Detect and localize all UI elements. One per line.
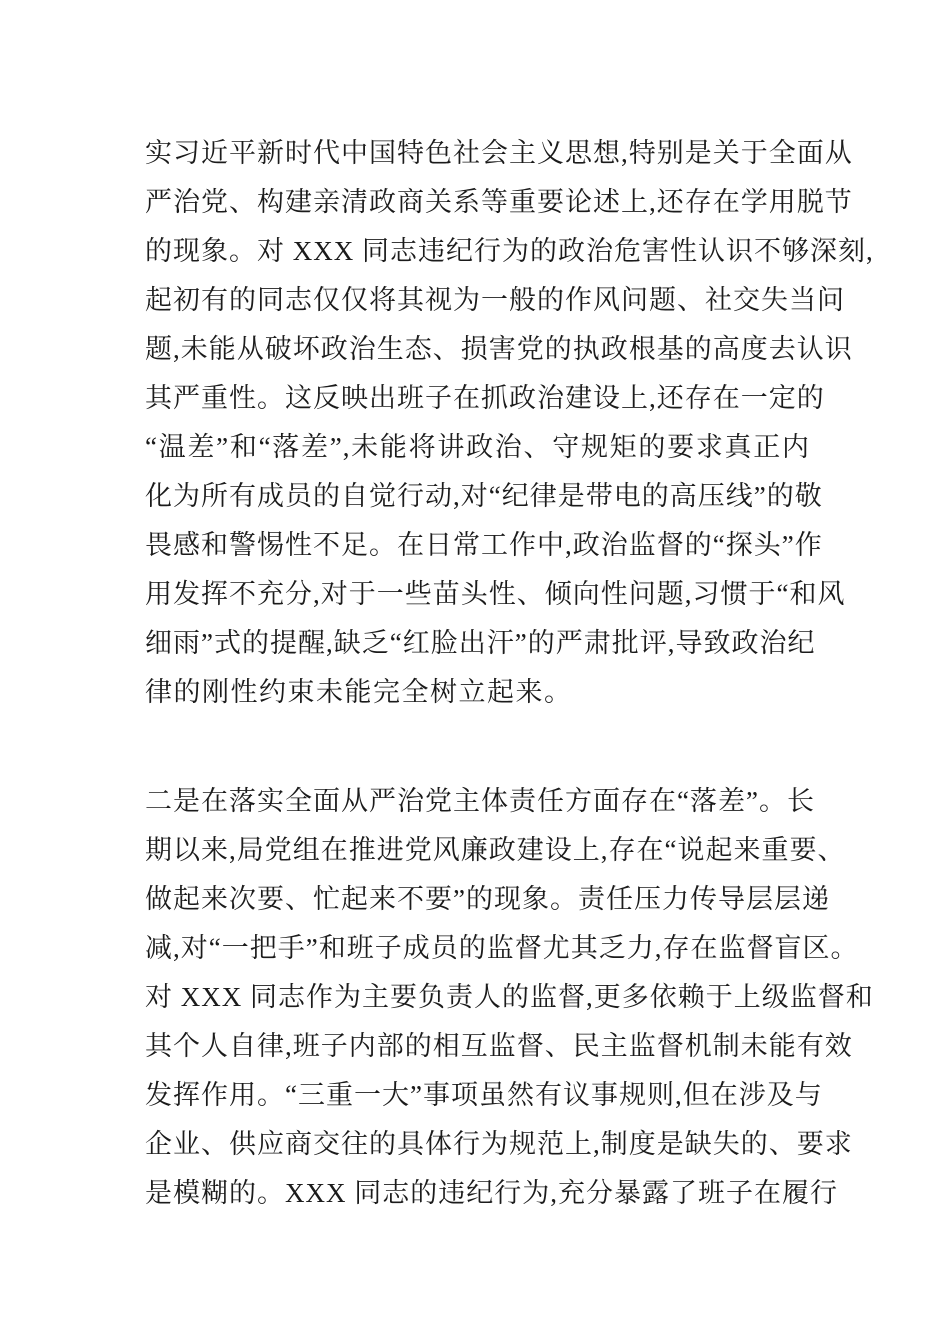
text-line: 对 XXX 同志作为主要负责人的监督,更多依赖于上级监督和 [145, 982, 874, 1012]
text-line: 其个人自律,班子内部的相互监督、民主监督机制未能有效 [145, 1031, 853, 1061]
text-line: 律的刚性约束未能完全树立起来。 [145, 677, 573, 707]
text-line: 起初有的同志仅仅将其视为一般的作风问题、社交失当问 [145, 285, 845, 315]
text-line: 严治党、构建亲清政商关系等重要论述上,还存在学用脱节 [145, 187, 853, 217]
text-line: 期以来,局党组在推进党风廉政建设上,存在“说起来重要、 [145, 835, 846, 865]
text-line: 做起来次要、忙起来不要”的现象。责任压力传导层层递 [145, 884, 830, 914]
text-line: 畏感和警惕性不足。在日常工作中,政治监督的“探头”作 [145, 530, 823, 560]
text-line: 的现象。对 XXX 同志违纪行为的政治危害性认识不够深刻, [145, 236, 874, 266]
text-line: 企业、供应商交往的具体行为规范上,制度是缺失的、要求 [145, 1129, 853, 1159]
text-line: 题,未能从破坏政治生态、损害党的执政根基的高度去认识 [145, 334, 853, 364]
text-line: 用发挥不充分,对于一些苗头性、倾向性问题,习惯于“和风 [145, 579, 846, 609]
text-line: 实习近平新时代中国特色社会主义思想,特别是关于全面从 [145, 138, 853, 168]
text-line: 是模糊的。XXX 同志的违纪行为,充分暴露了班子在履行 [145, 1178, 838, 1208]
text-line: 二是在落实全面从严治党主体责任方面存在“落差”。长 [145, 786, 815, 816]
text-line: 化为所有成员的自觉行动,对“纪律是带电的高压线”的敬 [145, 481, 823, 511]
text-line: 其严重性。这反映出班子在抓政治建设上,还存在一定的 [145, 383, 825, 413]
text-line: “温差”和“落差”,未能将讲政治、守规矩的要求真正内 [145, 432, 810, 462]
document-text-block [145, 129, 874, 1218]
paragraph-main-responsibility [145, 777, 874, 1218]
paragraph-political-discipline [145, 129, 874, 717]
text-line: 减,对“一把手”和班子成员的监督尤其乏力,存在监督盲区。 [145, 933, 859, 963]
text-line: 发挥作用。“三重一大”事项虽然有议事规则,但在涉及与 [145, 1080, 823, 1110]
text-line: 细雨”式的提醒,缺乏“红脸出汗”的严肃批评,导致政治纪 [145, 628, 816, 658]
